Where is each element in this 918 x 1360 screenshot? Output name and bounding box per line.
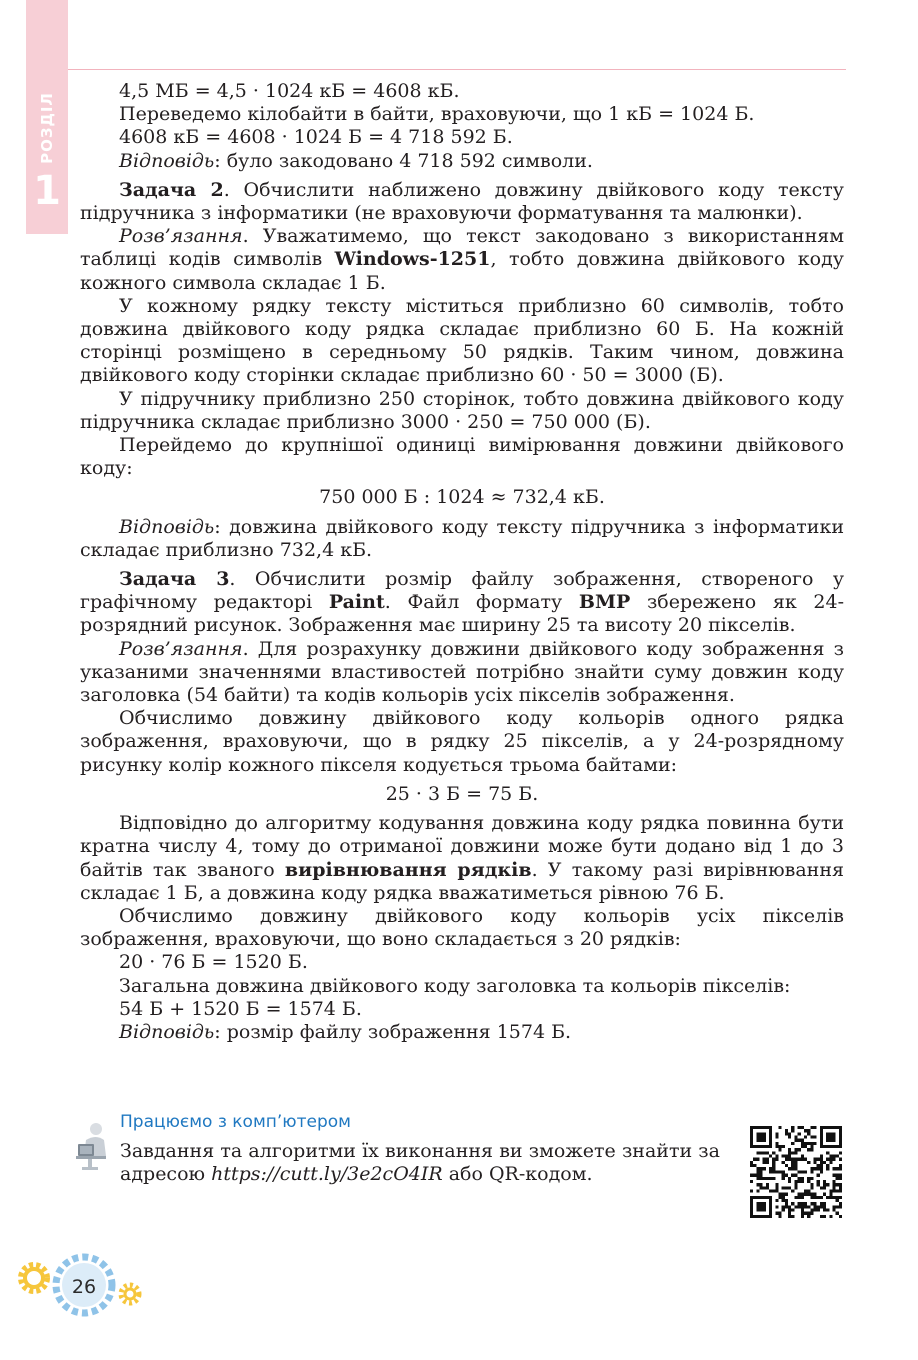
text-run: 54 Б + 1520 Б = 1574 Б. xyxy=(119,997,362,1020)
paragraph xyxy=(80,998,844,1021)
paragraph xyxy=(80,434,844,480)
text-run: збережено як 24-розрядний рисунок. Зображення має ширину 25 та висоту 20 пікселів. xyxy=(80,591,845,637)
paragraph xyxy=(80,951,844,974)
text-run: 4608 кБ = 4608 · 1024 Б = 4 718 592 Б. xyxy=(119,126,513,149)
text-run: . Файл формату xyxy=(384,591,579,614)
paragraph xyxy=(80,1021,844,1044)
chapter-word: РОЗДІЛ xyxy=(38,92,56,164)
bold-run: BMP xyxy=(578,591,631,614)
text-run: : довжина двійкового коду тексту підручника з інформатики складає приблизно 732,4 кБ. xyxy=(80,515,844,561)
text-run: Перейдемо до крупнішої одиниці вимірювання довжини двійкового коду: xyxy=(80,434,844,480)
qr-code[interactable] xyxy=(750,1126,842,1218)
italic-run: Розв’язання xyxy=(119,225,243,248)
section-text-after: або QR-кодом. xyxy=(442,1163,593,1186)
paragraph xyxy=(80,295,844,388)
italic-run: Відповідь xyxy=(119,1020,215,1043)
section-text xyxy=(120,1140,720,1186)
text-run: . Для розрахунку довжини двійкового коду зображення з указаними значеннями властивостей потрібно знайти суму довжин коду заголовка (54 байти) та кодів кольорів усіх пікселів зображення. xyxy=(80,637,844,707)
small-yellow-gear-icon xyxy=(121,1285,139,1303)
bold-run: Задача 3 xyxy=(119,568,230,591)
text-run: Загальна довжина двійкового коду заголовка та кольорів пікселів: xyxy=(119,974,791,997)
italic-run: Відповідь xyxy=(119,149,215,172)
text-run: Переведемо кілобайти в байти, враховуючи, що 1 кБ = 1024 Б. xyxy=(119,103,755,126)
paragraph xyxy=(80,486,844,509)
chapter-number: 1 xyxy=(33,168,61,214)
section-text-before: Завдання та алгоритми їх виконання ви зможете знайти за адресою xyxy=(120,1140,720,1186)
text-run: У кожному рядку тексту міститься приблизно 60 символів, тобто довжина двійкового коду рядка складає приблизно 60 Б. На кожній сторінці розміщено в середньому 50 рядків. Таким чином, довжина двійкового коду сторінки складає приблизно 60 · 50 = 3000 (Б). xyxy=(80,294,844,387)
paragraph xyxy=(80,905,844,951)
paragraph xyxy=(80,568,844,638)
paragraph xyxy=(80,179,844,225)
paragraph xyxy=(80,516,844,562)
top-rule xyxy=(68,69,846,70)
text-run: 20 · 76 Б = 1520 Б. xyxy=(119,951,308,974)
paragraph xyxy=(80,975,844,998)
italic-run: Відповідь xyxy=(119,515,215,538)
bold-run: Windows-1251 xyxy=(334,248,491,271)
paragraph xyxy=(80,150,844,173)
bold-run: Paint xyxy=(328,591,385,614)
paragraph xyxy=(80,126,844,149)
text-run: : було закодовано 4 718 592 символи. xyxy=(214,149,593,172)
text-run: 4,5 МБ = 4,5 · 1024 кБ = 4608 кБ. xyxy=(119,80,460,102)
text-run: . Обчислити розмір файлу зображення, створеного у графічному редакторі xyxy=(80,568,844,614)
paragraph xyxy=(80,225,844,295)
text-run: . Обчислити наближено довжину двійкового коду тексту підручника з інформатики (не враховуючи форматування та малюнки). xyxy=(80,178,844,225)
text-run: Обчислимо довжину двійкового коду кольорів одного рядка зображення, враховуючи, що в рядку 25 пікселів, а у 24-розрядному рисунку колір кожного пікселя кодується трьома байтами: xyxy=(80,707,844,776)
bold-run: вирівнювання рядків xyxy=(284,858,532,881)
section-url[interactable]: https://cutt.ly/3e2cO4IR xyxy=(211,1163,443,1186)
paragraph xyxy=(80,103,844,126)
text-run: 25 · 3 Б = 75 Б. xyxy=(385,782,539,805)
text-run: : розмір файлу зображення 1574 Б. xyxy=(214,1020,572,1043)
text-run: , тобто довжина двійкового коду кожного символа складає 1 Б. xyxy=(80,248,844,294)
paragraph xyxy=(80,388,844,434)
yellow-gear-icon xyxy=(21,1265,47,1291)
text-run: 750 000 Б : 1024 ≈ 732,4 кБ. xyxy=(319,486,605,509)
section-title: Працюємо з комп’ютером xyxy=(120,1112,351,1132)
text-run: У підручнику приблизно 250 сторінок, тобто довжина двійкового коду підручника складає приблизно 3000 · 250 = 750 000 (Б). xyxy=(80,387,844,433)
page-number: 26 xyxy=(71,1276,97,1298)
text-run: . Уважатимемо, що текст закодовано з використанням таблиці кодів символів xyxy=(80,225,844,271)
paragraph xyxy=(80,783,844,806)
italic-run: Розв’язання xyxy=(119,637,243,660)
text-run: Обчислимо довжину двійкового коду кольорів усіх пікселів зображення, враховуючи, що воно складається з 20 рядків: xyxy=(80,904,844,951)
paragraph xyxy=(80,707,844,777)
main-text xyxy=(80,80,844,1044)
chapter-tab xyxy=(26,0,68,234)
text-run: . У такому разі вирівнювання складає 1 Б, а довжина коду рядка вважатиметься рівною 76 Б. xyxy=(80,858,844,904)
paragraph xyxy=(80,638,844,708)
paragraph xyxy=(80,80,844,103)
text-run: Відповідно до алгоритму кодування довжина коду рядка повинна бути кратна числу 4, тому до отриманої довжини може бути додано від 1 до 3 байтів так званого xyxy=(80,812,844,881)
person-at-computer-icon xyxy=(76,1122,110,1170)
bold-run: Задача 2 xyxy=(119,178,224,201)
paragraph xyxy=(80,812,844,905)
